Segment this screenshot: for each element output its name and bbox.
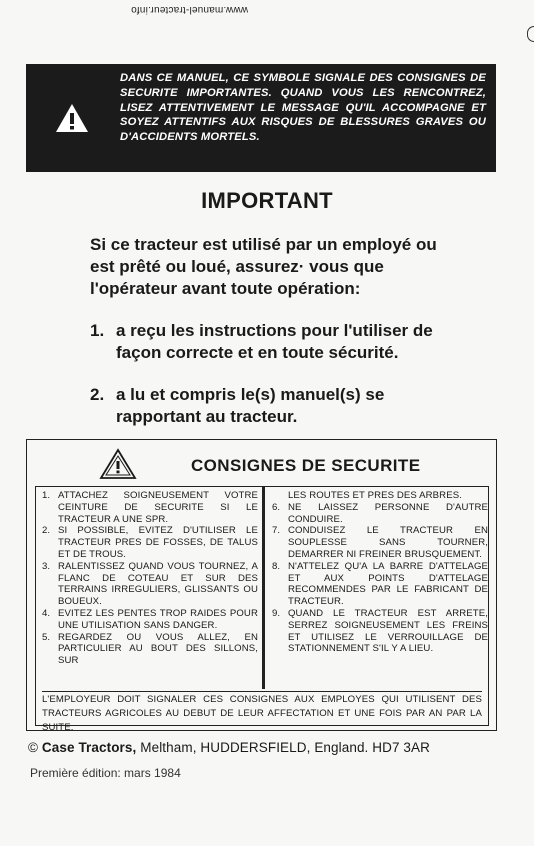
publisher-line <box>28 740 430 755</box>
edition-note: Première édition: mars 1984 <box>30 766 181 780</box>
item-number: 1. <box>90 321 105 340</box>
column-divider <box>262 487 265 689</box>
rules-left-column <box>42 490 258 667</box>
important-item-2 <box>90 384 450 428</box>
publisher-brand: Case Tractors, <box>41 740 137 755</box>
item-text: a lu et compris le(s) manuel(s) se rapportant au tracteur. <box>116 385 385 426</box>
important-heading: IMPORTANT <box>201 188 333 213</box>
rule-item: 8. N'ATTELEZ QU'A LA BARRE D'ATTELAGE ET AUX POINTS D'ATTELAGE RECOMMENDES PAR LE FABRICANT DE TRACTEUR. <box>272 560 488 608</box>
rule-item: 5. REGARDEZ OU VOUS ALLEZ, EN PARTICULIER AU BOUT DES SILLONS, SUR <box>42 631 258 667</box>
warning-message: DANS CE MANUEL, CE SYMBOLE SIGNALE DES CONSIGNES DE SECURITE IMPORTANTES. QUAND VOUS LES RENCONTREZ, LISEZ ATTENTIVEMENT LE MESSAGE QU'IL ACCOMPAGNE ET SOYEZ ATTENTIFS AUX RISQUES DE BLESSURES GRAVES OU D'ACCIDENTS MORTELS. <box>120 72 486 144</box>
watermark-url: www.manuel-tracteur.info <box>130 4 248 15</box>
warning-triangle-icon <box>54 102 90 134</box>
employer-notice: L'EMPLOYEUR DOIT SIGNALER CES CONSIGNES AUX EMPLOYES QUI UTILISENT DES TRACTEURS AGRICOLES AU DEBUT DE LEUR AFFECTATION ET UNE FOIS PAR AN PAR LA SUITE. <box>42 691 482 735</box>
safety-title: CONSIGNES DE SECURITE <box>191 456 421 475</box>
item-number: 2. <box>90 385 105 404</box>
important-item-1 <box>90 320 450 364</box>
warning-banner <box>26 64 496 172</box>
important-intro: Si ce tracteur est utilisé par un employé ou est prêté ou loué, assurez· vous que l'opérateur avant toute opération: <box>90 235 437 298</box>
safety-rules-box <box>35 486 489 733</box>
publisher-address: Meltham, HUDDERSFIELD, England. HD7 3AR <box>140 740 430 755</box>
item-text: a reçu les instructions pour l'utiliser de façon correcte et en toute sécurité. <box>116 321 433 362</box>
rule-item: 6. NE LAISSEZ PERSONNE D'AUTRE CONDUIRE. <box>272 501 488 525</box>
copyright-symbol: © <box>28 740 39 755</box>
warning-triangle-outline-icon <box>99 448 137 480</box>
page-edge-mark <box>527 26 534 42</box>
rule-item: 9. QUAND LE TRACTEUR EST ARRETE, SERREZ SOIGNEUSEMENT LES FREINS ET UTILISEZ LE VERROUILLAGE DE STATIONNEMENT S'IL Y A LIEU. <box>272 607 488 655</box>
rule-continuation: LES ROUTES ET PRES DES ARBRES. <box>288 490 462 501</box>
rule-item: 2. SI POSSIBLE, EVITEZ D'UTILISER LE TRACTEUR PRES DE FOSSES, DE TALUS ET DE TROUS. <box>42 525 258 560</box>
rule-item: 3. RALENTISSEZ QUAND VOUS TOURNEZ, A FLANC DE COTEAU ET SUR DES TERRAINS IRREGULIERS, GLISSANTS OU BOUEUX. <box>42 560 258 608</box>
rule-item: 4. EVITEZ LES PENTES TROP RAIDES POUR UNE UTILISATION SANS DANGER. <box>42 607 258 631</box>
safety-header <box>27 440 496 484</box>
rule-item: 1. ATTACHEZ SOIGNEUSEMENT VOTRE CEINTURE DE SECURITE SI LE TRACTEUR A UNE SPR. <box>42 490 258 525</box>
rule-item: 7. CONDUISEZ LE TRACTEUR EN SOUPLESSE SANS TOURNER, DEMARRER NI FREINER BRUSQUEMENT. <box>272 525 488 560</box>
rules-right-column <box>272 490 488 655</box>
safety-instructions-panel <box>26 439 497 731</box>
